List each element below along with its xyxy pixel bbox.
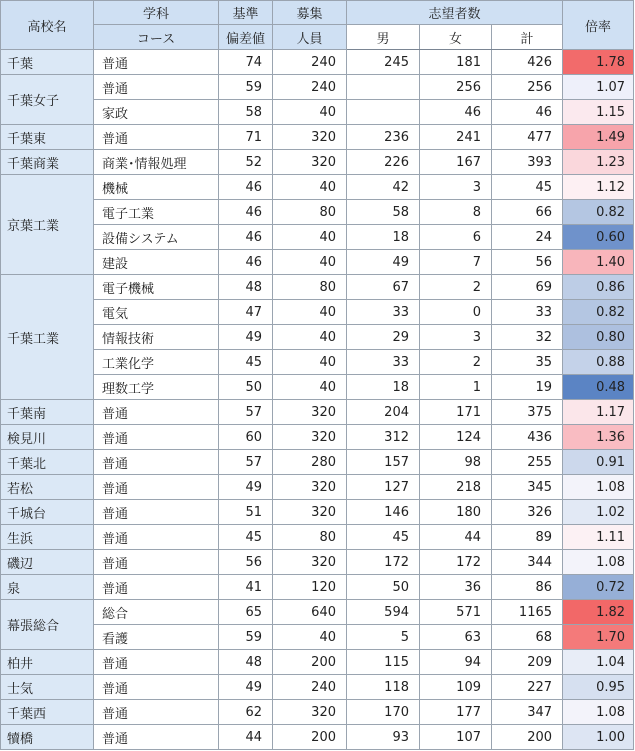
ratio-cell: 0.86 [563,275,634,300]
hensachi-cell: 57 [219,450,273,475]
ratio-cell: 1.12 [563,175,634,200]
quota-cell: 280 [273,450,347,475]
school-name-cell: 柏井 [1,650,94,675]
header-male: 男 [347,25,420,50]
female-cell: 44 [420,525,492,550]
quota-cell: 200 [273,725,347,750]
quota-cell: 640 [273,600,347,625]
ratio-cell: 1.78 [563,50,634,75]
quota-cell: 200 [273,650,347,675]
quota-cell: 240 [273,675,347,700]
table-row [1,500,634,525]
school-name-cell: 若松 [1,475,94,500]
course-cell: 普通 [94,475,219,500]
hensachi-cell: 44 [219,725,273,750]
course-cell: 普通 [94,725,219,750]
male-cell: 45 [347,525,420,550]
total-cell: 477 [492,125,563,150]
male-cell: 5 [347,625,420,650]
total-cell: 32 [492,325,563,350]
course-cell: 普通 [94,75,219,100]
male-cell: 115 [347,650,420,675]
hensachi-cell: 48 [219,275,273,300]
total-cell: 344 [492,550,563,575]
total-cell: 68 [492,625,563,650]
table-row [1,125,634,150]
total-cell: 256 [492,75,563,100]
quota-cell: 320 [273,425,347,450]
ratio-cell: 1.07 [563,75,634,100]
female-cell: 171 [420,400,492,425]
school-name-cell: 千城台 [1,500,94,525]
course-cell: 普通 [94,500,219,525]
male-cell: 18 [347,225,420,250]
female-cell: 7 [420,250,492,275]
school-name-cell: 千葉商業 [1,150,94,175]
quota-cell: 40 [273,375,347,400]
quota-cell: 120 [273,575,347,600]
female-cell: 98 [420,450,492,475]
hensachi-cell: 58 [219,100,273,125]
hensachi-cell: 50 [219,375,273,400]
course-cell: 電気 [94,300,219,325]
header-hensachi: 偏差値 [219,25,273,50]
ratio-cell: 1.08 [563,700,634,725]
hensachi-cell: 46 [219,200,273,225]
ratio-cell: 0.82 [563,300,634,325]
table-row [1,250,634,275]
ratio-cell: 1.70 [563,625,634,650]
hensachi-cell: 47 [219,300,273,325]
ratio-cell: 1.11 [563,525,634,550]
table-row [1,425,634,450]
hensachi-cell: 45 [219,350,273,375]
course-cell: 普通 [94,450,219,475]
hensachi-cell: 65 [219,600,273,625]
course-cell: 普通 [94,700,219,725]
school-name-cell: 磯辺 [1,550,94,575]
male-cell: 33 [347,350,420,375]
female-cell: 218 [420,475,492,500]
course-cell: 機械 [94,175,219,200]
ratio-cell: 1.82 [563,600,634,625]
hensachi-cell: 59 [219,625,273,650]
table-row [1,350,634,375]
total-cell: 33 [492,300,563,325]
male-cell: 245 [347,50,420,75]
female-cell: 124 [420,425,492,450]
table-row [1,75,634,100]
total-cell: 56 [492,250,563,275]
hensachi-cell: 59 [219,75,273,100]
course-cell: 電子工業 [94,200,219,225]
course-cell: 普通 [94,400,219,425]
quota-cell: 40 [273,100,347,125]
female-cell: 256 [420,75,492,100]
table-row [1,175,634,200]
course-cell: 総合 [94,600,219,625]
quota-cell: 320 [273,150,347,175]
total-cell: 46 [492,100,563,125]
header-dept: 学科 [94,1,219,25]
course-cell: 普通 [94,550,219,575]
table-row [1,600,634,625]
total-cell: 45 [492,175,563,200]
quota-cell: 40 [273,300,347,325]
male-cell: 49 [347,250,420,275]
course-cell: 普通 [94,125,219,150]
quota-cell: 80 [273,525,347,550]
male-cell: 204 [347,400,420,425]
female-cell: 3 [420,175,492,200]
ratio-cell: 1.23 [563,150,634,175]
header-jinin: 人員 [273,25,347,50]
total-cell: 326 [492,500,563,525]
hensachi-cell: 74 [219,50,273,75]
male-cell: 226 [347,150,420,175]
quota-cell: 40 [273,325,347,350]
table-row [1,475,634,500]
total-cell: 227 [492,675,563,700]
male-cell [347,100,420,125]
table-row [1,275,634,300]
hensachi-cell: 49 [219,675,273,700]
hensachi-cell: 46 [219,175,273,200]
table-row [1,450,634,475]
female-cell: 1 [420,375,492,400]
ratio-cell: 0.80 [563,325,634,350]
male-cell [347,75,420,100]
table-row [1,200,634,225]
course-cell: 普通 [94,525,219,550]
school-name-cell: 千葉北 [1,450,94,475]
ratio-cell: 0.72 [563,575,634,600]
total-cell: 66 [492,200,563,225]
quota-cell: 320 [273,700,347,725]
course-cell: 普通 [94,425,219,450]
ratio-cell: 1.02 [563,500,634,525]
ratio-cell: 0.60 [563,225,634,250]
ratio-cell: 1.04 [563,650,634,675]
hensachi-cell: 51 [219,500,273,525]
total-cell: 393 [492,150,563,175]
female-cell: 2 [420,350,492,375]
ratio-cell: 1.08 [563,550,634,575]
hensachi-cell: 41 [219,575,273,600]
table-row [1,225,634,250]
course-cell: 建設 [94,250,219,275]
total-cell: 200 [492,725,563,750]
table-row [1,100,634,125]
hensachi-cell: 49 [219,325,273,350]
header-total: 計 [492,25,563,50]
school-name-cell: 検見川 [1,425,94,450]
ratio-cell: 0.48 [563,375,634,400]
female-cell: 46 [420,100,492,125]
male-cell: 127 [347,475,420,500]
course-cell: 電子機械 [94,275,219,300]
table-row [1,725,634,750]
ratio-cell: 1.49 [563,125,634,150]
male-cell: 93 [347,725,420,750]
hensachi-cell: 46 [219,250,273,275]
hensachi-cell: 60 [219,425,273,450]
header-ratio: 倍率 [563,1,634,50]
school-name-cell: 泉 [1,575,94,600]
female-cell: 107 [420,725,492,750]
header-course: コース [94,25,219,50]
female-cell: 241 [420,125,492,150]
male-cell: 312 [347,425,420,450]
female-cell: 180 [420,500,492,525]
total-cell: 86 [492,575,563,600]
female-cell: 94 [420,650,492,675]
quota-cell: 80 [273,275,347,300]
male-cell: 42 [347,175,420,200]
hensachi-cell: 52 [219,150,273,175]
header-female: 女 [420,25,492,50]
table-row [1,550,634,575]
female-cell: 6 [420,225,492,250]
quota-cell: 320 [273,400,347,425]
table-row [1,325,634,350]
header-boshu: 募集 [273,1,347,25]
school-name-cell: 千葉 [1,50,94,75]
male-cell: 170 [347,700,420,725]
total-cell: 35 [492,350,563,375]
table-row [1,300,634,325]
hensachi-cell: 62 [219,700,273,725]
quota-cell: 40 [273,625,347,650]
school-name-cell: 京葉工業 [1,175,94,275]
course-cell: 普通 [94,575,219,600]
course-cell: 普通 [94,50,219,75]
hensachi-cell: 46 [219,225,273,250]
course-cell: 工業化学 [94,350,219,375]
ratio-cell: 1.36 [563,425,634,450]
ratio-cell: 0.95 [563,675,634,700]
male-cell: 157 [347,450,420,475]
total-cell: 24 [492,225,563,250]
school-name-cell: 千葉女子 [1,75,94,125]
total-cell: 19 [492,375,563,400]
female-cell: 167 [420,150,492,175]
total-cell: 375 [492,400,563,425]
quota-cell: 320 [273,475,347,500]
quota-cell: 80 [273,200,347,225]
ratio-cell: 1.15 [563,100,634,125]
course-cell: 普通 [94,650,219,675]
school-name-cell: 千葉工業 [1,275,94,400]
ratio-cell: 1.40 [563,250,634,275]
table-row [1,50,634,75]
total-cell: 436 [492,425,563,450]
quota-cell: 320 [273,500,347,525]
quota-cell: 40 [273,175,347,200]
female-cell: 177 [420,700,492,725]
female-cell: 2 [420,275,492,300]
total-cell: 209 [492,650,563,675]
male-cell: 594 [347,600,420,625]
hensachi-cell: 57 [219,400,273,425]
course-cell: 情報技術 [94,325,219,350]
table-row [1,400,634,425]
female-cell: 109 [420,675,492,700]
male-cell: 172 [347,550,420,575]
ratio-cell: 1.08 [563,475,634,500]
hensachi-cell: 45 [219,525,273,550]
course-cell: 設備システム [94,225,219,250]
ratio-cell: 1.00 [563,725,634,750]
male-cell: 33 [347,300,420,325]
female-cell: 172 [420,550,492,575]
male-cell: 58 [347,200,420,225]
school-name-cell: 千葉東 [1,125,94,150]
female-cell: 181 [420,50,492,75]
table-row [1,575,634,600]
table-row [1,525,634,550]
female-cell: 0 [420,300,492,325]
female-cell: 36 [420,575,492,600]
ratio-cell: 0.88 [563,350,634,375]
ratio-cell: 1.17 [563,400,634,425]
school-name-cell: 生浜 [1,525,94,550]
quota-cell: 320 [273,550,347,575]
male-cell: 50 [347,575,420,600]
table-row [1,625,634,650]
course-cell: 普通 [94,675,219,700]
female-cell: 3 [420,325,492,350]
table-row [1,675,634,700]
header-school: 高校名 [1,1,94,50]
school-name-cell: 千葉西 [1,700,94,725]
hensachi-cell: 56 [219,550,273,575]
total-cell: 89 [492,525,563,550]
header-applicants: 志望者数 [347,1,563,25]
male-cell: 146 [347,500,420,525]
female-cell: 571 [420,600,492,625]
quota-cell: 240 [273,75,347,100]
header-kijun: 基準 [219,1,273,25]
ratio-cell: 0.82 [563,200,634,225]
quota-cell: 40 [273,225,347,250]
hensachi-cell: 49 [219,475,273,500]
table-row [1,375,634,400]
hensachi-cell: 48 [219,650,273,675]
school-name-cell: 犢橋 [1,725,94,750]
course-cell: 理数工学 [94,375,219,400]
hensachi-cell: 71 [219,125,273,150]
school-name-cell: 幕張総合 [1,600,94,650]
male-cell: 18 [347,375,420,400]
male-cell: 67 [347,275,420,300]
total-cell: 69 [492,275,563,300]
course-cell: 家政 [94,100,219,125]
male-cell: 118 [347,675,420,700]
quota-cell: 40 [273,250,347,275]
table-row [1,150,634,175]
quota-cell: 40 [273,350,347,375]
ratio-cell: 0.91 [563,450,634,475]
female-cell: 8 [420,200,492,225]
course-cell: 商業･情報処理 [94,150,219,175]
total-cell: 347 [492,700,563,725]
total-cell: 1165 [492,600,563,625]
quota-cell: 240 [273,50,347,75]
female-cell: 63 [420,625,492,650]
course-cell: 看護 [94,625,219,650]
table-row [1,700,634,725]
total-cell: 255 [492,450,563,475]
male-cell: 236 [347,125,420,150]
school-name-cell: 士気 [1,675,94,700]
quota-cell: 320 [273,125,347,150]
total-cell: 345 [492,475,563,500]
male-cell: 29 [347,325,420,350]
school-name-cell: 千葉南 [1,400,94,425]
table-body [1,50,634,750]
table-row [1,650,634,675]
total-cell: 426 [492,50,563,75]
